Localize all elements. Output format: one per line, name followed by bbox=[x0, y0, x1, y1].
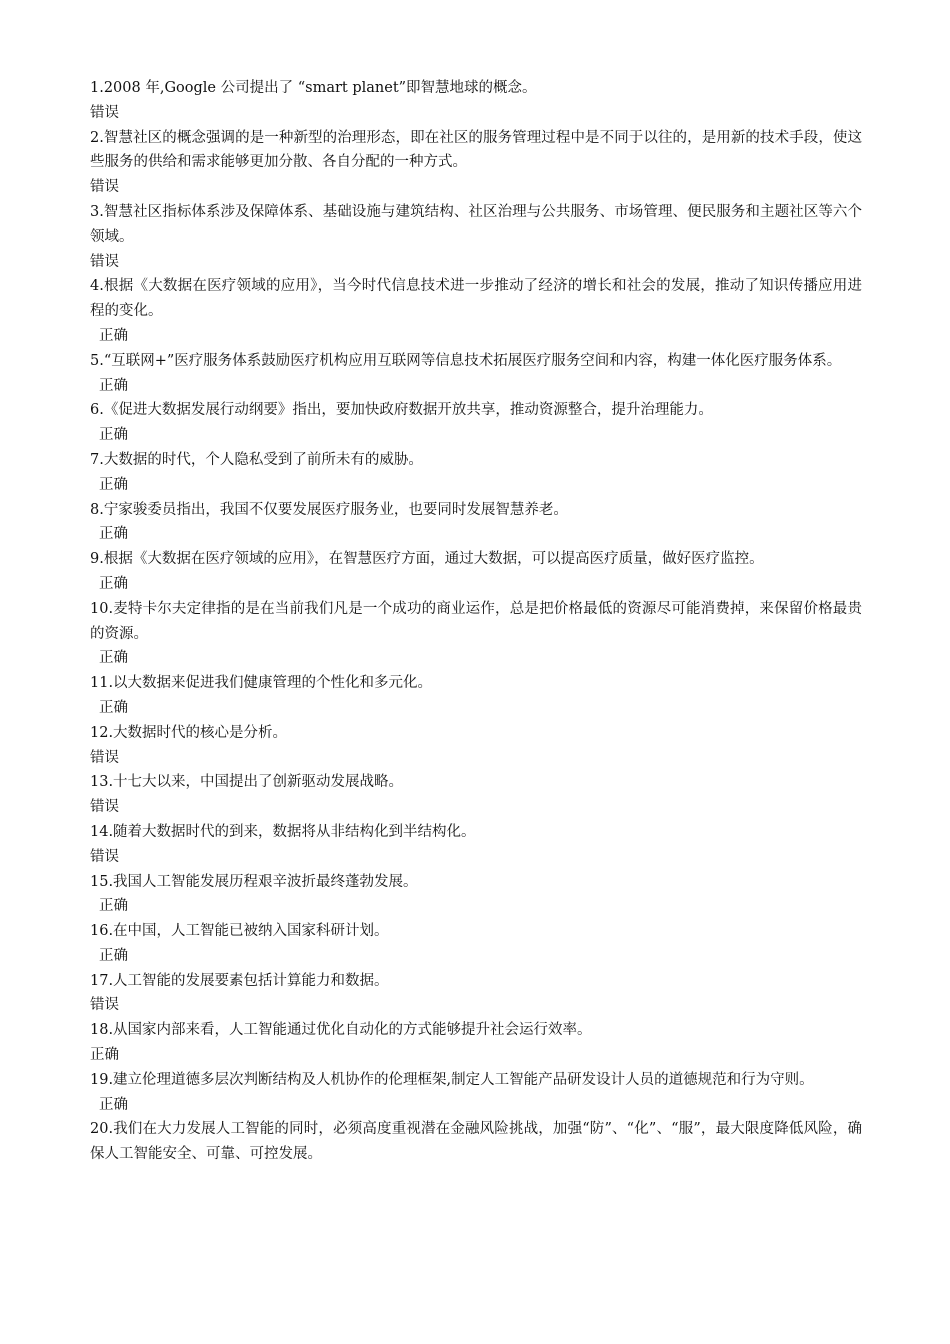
answer-text: 正确 bbox=[99, 377, 128, 394]
question-item bbox=[90, 349, 862, 399]
answer-text: 正确 bbox=[99, 526, 128, 543]
answer-text: 正确 bbox=[99, 476, 128, 493]
answer-text: 正确 bbox=[99, 327, 128, 344]
answer-text: 正确 bbox=[99, 947, 128, 964]
question-item bbox=[90, 597, 862, 671]
answer-text: 错误 bbox=[90, 749, 119, 766]
question-item bbox=[90, 200, 862, 274]
question-text: 2.智慧社区的概念强调的是一种新型的治理形态，即在社区的服务管理过程中是不同于以往的，是用新的技术手段，使这些服务的供给和需求能够更加分散、各自分配的一种方式。 bbox=[90, 129, 862, 171]
question-item bbox=[90, 274, 862, 348]
question-text: 5.“互联网+”医疗服务体系鼓励医疗机构应用互联网等信息技术拓展医疗服务空间和内容，构建一体化医疗服务体系。 bbox=[90, 352, 842, 369]
question-text: 15.我国人工智能发展历程艰辛波折最终蓬勃发展。 bbox=[90, 873, 418, 890]
answer-text: 错误 bbox=[90, 179, 119, 196]
question-item bbox=[90, 1018, 862, 1068]
answer-text: 错误 bbox=[90, 104, 119, 121]
answer-text: 错误 bbox=[90, 997, 119, 1014]
question-text: 14.随着大数据时代的到来，数据将从非结构化到半结构化。 bbox=[90, 823, 476, 840]
question-item bbox=[90, 1117, 862, 1167]
question-item bbox=[90, 721, 862, 771]
question-item bbox=[90, 498, 862, 548]
question-text: 16.在中国，人工智能已被纳入国家科研计划。 bbox=[90, 923, 389, 940]
answer-text: 正确 bbox=[99, 898, 128, 915]
question-item bbox=[90, 547, 862, 597]
question-item bbox=[90, 671, 862, 721]
question-text: 9.根据《大数据在医疗领域的应用》，在智慧医疗方面，通过大数据，可以提高医疗质量，做好医疗监控。 bbox=[90, 551, 764, 568]
question-item bbox=[90, 919, 862, 969]
question-item bbox=[90, 969, 862, 1019]
question-text: 8.宁家骏委员指出，我国不仅要发展医疗服务业，也要同时发展智慧养老。 bbox=[90, 501, 568, 518]
question-text: 19.建立伦理道德多层次判断结构及人机协作的伦理框架,制定人工智能产品研发设计人员的道德规范和行为守则。 bbox=[90, 1071, 814, 1088]
question-item bbox=[90, 1068, 862, 1118]
question-text: 13.十七大以来，中国提出了创新驱动发展战略。 bbox=[90, 774, 404, 791]
question-text: 20.我们在大力发展人工智能的同时，必须高度重视潜在金融风险挑战，加强“防”、“化”、“服”，最大限度降低风险，确保人工智能安全、可靠、可控发展。 bbox=[90, 1121, 862, 1163]
question-text: 17.人工智能的发展要素包括计算能力和数据。 bbox=[90, 972, 389, 989]
question-text: 1.2008 年,Google 公司提出了 “smart planet”即智慧地球的概念。 bbox=[90, 80, 537, 96]
document-page bbox=[90, 76, 862, 1167]
question-item bbox=[90, 820, 862, 870]
question-list bbox=[90, 76, 862, 1167]
question-item bbox=[90, 398, 862, 448]
answer-text: 正确 bbox=[99, 427, 128, 444]
question-item bbox=[90, 870, 862, 920]
question-text: 6.《促进大数据发展行动纲要》指出，要加快政府数据开放共享，推动资源整合，提升治理能力。 bbox=[90, 402, 713, 419]
question-text: 12.大数据时代的核心是分析。 bbox=[90, 724, 288, 741]
answer-text: 正确 bbox=[99, 1096, 128, 1113]
question-item bbox=[90, 770, 862, 820]
question-item bbox=[90, 448, 862, 498]
question-text: 11.以大数据来促进我们健康管理的个性化和多元化。 bbox=[90, 675, 433, 692]
answer-text: 错误 bbox=[90, 253, 119, 270]
answer-text: 错误 bbox=[90, 848, 119, 865]
answer-text: 正确 bbox=[90, 1047, 119, 1064]
answer-text: 错误 bbox=[90, 799, 119, 816]
question-item bbox=[90, 126, 862, 200]
question-text: 18.从国家内部来看，人工智能通过优化自动化的方式能够提升社会运行效率。 bbox=[90, 1022, 592, 1039]
answer-text: 正确 bbox=[99, 650, 128, 667]
answer-text: 正确 bbox=[99, 699, 128, 716]
question-text: 3.智慧社区指标体系涉及保障体系、基础设施与建筑结构、社区治理与公共服务、市场管理、便民服务和主题社区等六个领域。 bbox=[90, 203, 862, 245]
question-text: 10.麦特卡尔夫定律指的是在当前我们凡是一个成功的商业运作，总是把价格最低的资源尽可能消费掉，来保留价格最贵的资源。 bbox=[90, 600, 862, 642]
question-text: 4.根据《大数据在医疗领域的应用》，当今时代信息技术进一步推动了经济的增长和社会的发展，推动了知识传播应用进程的变化。 bbox=[90, 278, 862, 320]
question-item bbox=[90, 76, 862, 126]
answer-text: 正确 bbox=[99, 575, 128, 592]
question-text: 7.大数据的时代，个人隐私受到了前所未有的威胁。 bbox=[90, 451, 423, 468]
